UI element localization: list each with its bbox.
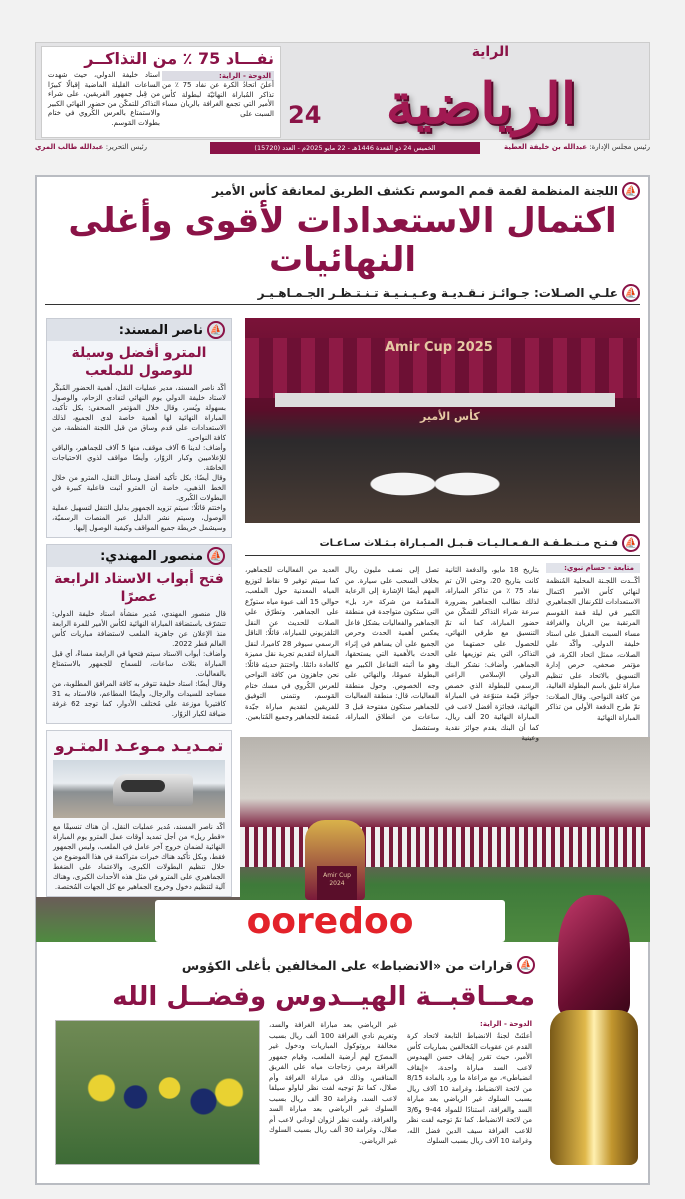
boat-logo-icon: ⛵: [207, 547, 225, 565]
discipline-kicker: [182, 956, 535, 974]
kicker-text: اللجنة المنظمة لقمة قمم الموسم تكشف الطريق لمعانقة كأس الأمير: [212, 184, 618, 198]
lead-kicker: [212, 182, 640, 200]
ticket-news-box: [41, 46, 281, 138]
speaker-name: ناصر المسند:: [118, 322, 203, 338]
players-photo: [55, 1020, 260, 1165]
backdrop-text-ar: كأس الأمير: [420, 410, 480, 423]
events-headline: [245, 534, 640, 556]
metro-title: تمـديـد مـوعـد المتـرو: [54, 736, 224, 755]
logo-subtitle: الراية: [471, 44, 509, 60]
kicker-text: قرارات من «الانضباط» على المخالفين بأغلى الكؤوس: [181, 957, 513, 973]
paragraph: وأضاف: أبواب الاستاد سيتم فتحها في الرابعة مساءً، أي قبل المباراة بثلاث ساعات، للسماح للجمهور بالاستمتاع بالفعاليات.: [52, 650, 226, 678]
paragraph: أكّد ناصر المسند، مدير عمليات النقل، أهمية الحضور المُبكّر لاستاد خليفة الدولي يوم النهائي لتفادي الزحام، والوصول بسهولة ويُسر، وقال خلال المؤتمر الصحفي: بكل تأكيد، المباراة النهائية لها أهمية خاصة لدى الجميع، لذلك الاستعدادات على قدم وساق من قبل اللجنة المنظمة، من كافة النواحي.: [52, 384, 226, 442]
lead-headline: اكتمال الاستعدادات لأقوى وأغلى النهائيات: [68, 201, 617, 280]
box-title: فتح أبواب الاستاد الرابعة عصرًا: [54, 571, 224, 605]
boat-logo-icon: ⛵: [517, 956, 535, 974]
ticket-text-left: استاد خليفة الدولي، حيث شهدت الساعات القليلة الماضية إقبالًا كبيرًا من قِبل جمهور الفريقين، على شراء التذاكر للتمكّن من حضور النهائي الكبير والاستمتاع بالعرس الكُروي في ختام بطولات المَوسم.: [48, 71, 160, 127]
board-name: عبدالله بن خليفة العطية: [504, 143, 588, 151]
page-number: 24: [288, 101, 322, 129]
paragraph: واختتم قائلًا: سيتم تزويد الجمهور بدليل التنقل لتسهيل عملية الوصول، وسيتم نشر الدليل عبر المنصات الرسميّة، وسيشمل خريطة جميع المواقف وكيفية الوصول إليها.: [52, 504, 226, 532]
boat-logo-icon: ⛵: [622, 182, 640, 200]
paragraph: وأضاف: لدينا 6 آلاف موقف، منها 5 آلاف للجماهير، والباقي للإعلاميين وكبار الزوّار، وأيضًا مواقف لذوي الاحتياجات الخاصّة.: [52, 444, 226, 472]
ticket-headline: نفـــاد 75 ٪ من التذاكــر: [84, 49, 274, 68]
backdrop-text: Amir Cup 2025: [385, 340, 493, 355]
box-title: المترو أفضل وسيلة للوصول للملعب: [71, 345, 207, 379]
trophy-plinth: Amir Cup 2024: [317, 866, 357, 900]
article-column: العديد من الفعاليات للجماهير، كما سيتم توفير 9 نقاط لتوزيع المياه المعدنية حول الملعب، حوالي 15 ألف عبوة مياه ستوزّع على الجماهير. وتطرّق علي الصلات للحديث عن النقل التلفزيوني للمباراة، قائلًا: الناقل الرسمي سيوفر 28 كاميرا، لنقل المباراة لتقديم تجربة نقل مميزة كالعادة دائمًا. واختتمَ حديثه قائلًا: نحن جاهزون من كافة النواحي للعرس الكُروي في مسك ختام المَوسم، ونتمنى التوفيق للفريقين لتقديم مباراة جيّدة مُمتعة للجماهير وجميع المُتابعين.: [245, 566, 339, 721]
mansour-box: [46, 544, 232, 724]
article-column: بتاريخ 18 مايو، والدفعة الثانية كانت بتاريخ 20، وحتى الآن تم نفاد 75 ٪ من تذاكر المباراة، لذلك نطالب الجماهير بضرورة سرعة شراء التذاكر للتمكّن من حضور المباراة، كما أنه تمّ التنسيق مع طرفي النهائي، للحصول على حصتهما من التذاكر، التي يتم توزيعها على الجماهير. وأضاف: نشكر البنك الدولي الإسلامي الراعي الرسمي للبطولة الذي خصص جوائز قيّمة متنوّعة في المباراة النهائية، فجائزة أفضل لاعب في المباراة النهائية 20 ألف ريال، كما أن البنك يقدم جوائز نقدية وعينية: [445, 566, 540, 742]
editor-label: رئيس التحرير:: [105, 143, 148, 151]
dateline: الدوحة - الراية:: [480, 1020, 532, 1028]
nasser-box: [46, 318, 232, 538]
newspaper-logo: الرياضية: [385, 71, 577, 137]
article-column: تصل إلى نصف مليون ريال بخلاف السحب على سيارة. من المهم أيضًا الإشارة إلى الرعاية المقدّمة من شركة «رد بل» التي ستكون متواجدة في منطقة الجماهير والفعاليات بشكل فاعل يعكس أهمية الحدث وحرص الجميع على أن يساهم في إثراء الحدث بالأهمية التي يستحقها، وهو ما أثبته التفاعل الكبير مع البطولة عمومًا، والنهائي على وجه الخصوص. وحول منطقة الفعاليات، قال: منطقة الفعاليات للجماهير ستكون مفتوحة قبل 3 ساعات من انطلاق المباراة، وستشمل: [345, 566, 439, 732]
board-chairman: [504, 143, 650, 151]
press-conference-photo: [245, 318, 640, 523]
board-label: رئيس مجلس الإدارة:: [589, 143, 650, 151]
column-text: أكّــدت اللجـنة المحلية المُنظمة لنهائي كأس الأمير اكتمال الاستعدادات للكرنفال الجماهيري الكبير في ليلة قمة المَوسم المرتقبة بين الريان والغرافة مساء السبت المقبل على استاد خليفة الدولي. وأكّد علي الصلات، ممثل اتحاد الكرة، في مؤتمر صحفي، حرص إدارة التسويق بالاتحاد على تنظيم مباراة تليق باسم البطولة الغالية، من كافة النواحي. وقال الصلات: تمّ طرح الدفعة الأولى من تذاكر المباراة النهائية: [546, 577, 640, 722]
boat-logo-icon: ⛵: [622, 284, 640, 302]
info-bar: [35, 142, 650, 154]
article-column: [546, 563, 640, 735]
column-text: أعلنَتْ لجنةُ الانضباط التابعة لاتحاد كرة القدم عن عقوبات المُخالفين بمباريات كأس الأمير، حيث تقرر إيقاف حسن الهيدوس لاعب السد مباراة واحدة، «إيقاف انضباطي»، مع مراعاة ما ورد بالمادة 8/15 من لائحة الانضباط، وغرامة 10 آلاف ريال بسبب السلوك غير الرياضي بعد مباراة السد والغرافة، استنادًا للمواد 44-9 و3/6 من لائحة الانضباط. كما تمّ توجيه لفت نظر للاعب الغرافة سيف الدين فضل الله، وغرامة 10 آلاف ريال بسبب السلوك: [407, 1032, 532, 1145]
discipline-column-left: غير الرياضي بعد مباراة الغرافة والسد، وتغريم نادي الغرافة 100 ألف ريال بسبب مخالفة بروتوكول المباريات ودخول غير المصرّح لهم أرضية الملعب، وقيام جمهور الغرافة برمي زجاجات مياه على الفريق المنافس، وذلك في مباراة الغرافة وأم صلال، كما تمّ توجيه لفت نظر لباولو سيلفا لاعب السد، وغرامة 30 ألف ريال بسبب السلوك غير الرياضي بعد مباراة السد والغرافة، ولفت نظر لزوان لوداني لاعب أم صلال، وغرامة 30 ألف ريال بسبب السلوك غير الرياضي.: [269, 1021, 397, 1145]
events-headline-text: فـتـح مـنـطـقـة الـفـعـالـيـات قـبـل المـبـاراة بـثـلاث سـاعـات: [319, 537, 618, 549]
speaker-name: منصور المهندي:: [100, 548, 203, 564]
metro-paragraph: أكّد ناصر المسند، مُدير عمليات النقل، أن هناك تنسيقًا مع «قطر ريل» من أجل تمديد أوقات عمل المترو يوم المباراة النهائية لضمان خروج آخر عامل في الملعب، وليس الجمهور فقط، وبكل تأكيد هناك خبرات متراكمة في هذا الموضوع من خلال تنظيم البطولات الكبرى، والاعتماد على الضغط الجماهيري على المترو في مثل هذه الأحداث الكبرى، وهناك آلية لتنظيم دخول وخروج الجماهير مع كل الجهات المُختصة.: [53, 823, 225, 891]
editor-name: عبدالله طالب المري: [35, 143, 104, 151]
sponsor-banner: ooredoo: [155, 900, 505, 942]
editor-in-chief: [35, 143, 147, 151]
paragraph: قال منصور المهندي، مُدير منشأة استاد خليفة الدولي: تتشرّف باستضافة المباراة النهائية لكأس الأمير للمرة الرابعة منذ الإعلان عن جاهزية الملعب لاستضافة مباريات كأس العالم قطر 2022.: [52, 610, 226, 648]
issue-date: الخميس 24 ذو القعدة 1446هـ - 22 مايو 2025م - العدد (15720): [210, 142, 480, 154]
speaker-header: [47, 319, 231, 341]
discipline-headline: معــاقبــة الهيــدوس وفضــل الله: [112, 982, 535, 1012]
subhead-text: علـي الصـلات: جـوائـز نـقـديـة وعـيـنـيـة تـنـتـظـر الجـمـاهـيـر: [257, 286, 618, 300]
metro-train-photo: [53, 760, 225, 818]
paragraph: وقال أيضًا: استاد خليفة تتوفر به كافة المرافق المطلوبة، من مساجد للسيدات والرجال، وأيضًا المطاعم، فالاستاد به 31 كافتيريا موزعة على مُختلف الأدوار، كما توجد 62 غرفة ضيافة لكبار الزوّار.: [52, 680, 226, 718]
paragraph: وقال أيضًا: بكل تأكيد أفضل وسائل النقل، المترو من خلال الخط الذهبي، خاصة أن المترو أثبت فاعلية كبيرة في البطولات الكُبرى.: [52, 474, 226, 502]
boat-logo-icon: ⛵: [207, 321, 225, 339]
boat-logo-icon: ⛵: [622, 534, 640, 552]
speaker-header: [47, 545, 231, 567]
ticket-text-right: أعلنَ اتحادُ الكرة عن نفاد 75 ٪ من تذاكر المُباراة النهائيّة لبطولة كأس الأمير التي تجمع الغرافة بالريان مساء السبت على: [162, 81, 274, 118]
dateline: الدوحة - الراية:: [162, 71, 274, 81]
left-column: [46, 318, 232, 897]
masthead: [35, 42, 650, 140]
lead-subhead: [45, 284, 640, 305]
amir-cup-trophy-image: [540, 895, 648, 1170]
discipline-column-right: [407, 1020, 532, 1172]
byline: متابعة - حسام نبوي:: [546, 563, 640, 573]
metro-box: [46, 730, 232, 897]
